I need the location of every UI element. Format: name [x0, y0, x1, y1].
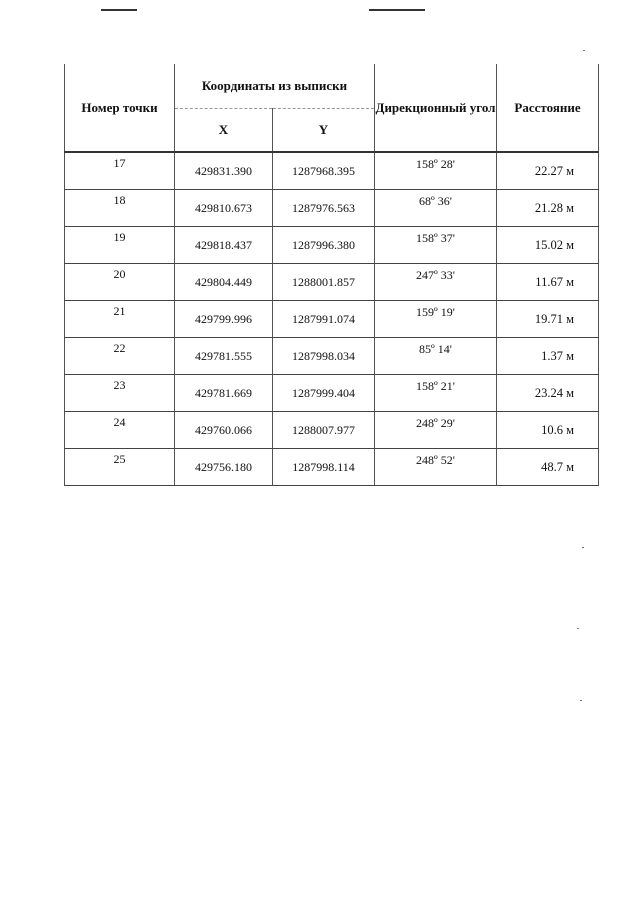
point-number-cell: 22 — [65, 338, 175, 375]
table-row — [65, 375, 599, 412]
header-distance: Расстояние — [497, 64, 599, 152]
point-number-cell: 19 — [65, 227, 175, 264]
table-row — [65, 152, 599, 190]
distance-cell: 22.27 м — [497, 152, 599, 190]
distance-cell: 15.02 м — [497, 227, 599, 264]
table-body — [65, 152, 599, 486]
y-cell: 1288007.977 — [273, 412, 375, 449]
point-number-cell: 23 — [65, 375, 175, 412]
point-number-cell: 25 — [65, 449, 175, 486]
y-cell: 1287999.404 — [273, 375, 375, 412]
distance-cell: 11.67 м — [497, 264, 599, 301]
x-cell: 429818.437 — [175, 227, 273, 264]
angle-cell: 248º 52' — [375, 449, 497, 486]
scan-speck — [580, 700, 582, 701]
x-cell: 429799.996 — [175, 301, 273, 338]
distance-cell: 1.37 м — [497, 338, 599, 375]
distance-cell: 19.71 м — [497, 301, 599, 338]
y-cell: 1287996.380 — [273, 227, 375, 264]
x-cell: 429781.555 — [175, 338, 273, 375]
coordinates-table — [64, 64, 599, 486]
scan-speck — [583, 50, 585, 51]
y-cell: 1287976.563 — [273, 190, 375, 227]
distance-cell: 23.24 м — [497, 375, 599, 412]
distance-cell: 21.28 м — [497, 190, 599, 227]
table-row — [65, 412, 599, 449]
table-row — [65, 338, 599, 375]
scan-mark-right — [369, 9, 425, 11]
point-number-cell: 18 — [65, 190, 175, 227]
angle-cell: 159º 19' — [375, 301, 497, 338]
point-number-cell: 24 — [65, 412, 175, 449]
table-row — [65, 301, 599, 338]
scan-speck — [582, 547, 584, 548]
table-row — [65, 190, 599, 227]
angle-cell: 68º 36' — [375, 190, 497, 227]
y-cell: 1287998.114 — [273, 449, 375, 486]
angle-cell: 158º 28' — [375, 152, 497, 190]
header-coords-group: Координаты из выписки — [175, 64, 375, 109]
x-cell: 429804.449 — [175, 264, 273, 301]
x-cell: 429810.673 — [175, 190, 273, 227]
angle-cell: 247º 33' — [375, 264, 497, 301]
point-number-cell: 21 — [65, 301, 175, 338]
y-cell: 1287968.395 — [273, 152, 375, 190]
point-number-cell: 20 — [65, 264, 175, 301]
header-point-number: Номер точки — [65, 64, 175, 152]
y-cell: 1287998.034 — [273, 338, 375, 375]
table-row — [65, 264, 599, 301]
table-row — [65, 227, 599, 264]
angle-cell: 158º 37' — [375, 227, 497, 264]
scan-mark-left — [101, 9, 137, 11]
x-cell: 429756.180 — [175, 449, 273, 486]
angle-cell: 158º 21' — [375, 375, 497, 412]
angle-cell: 248º 29' — [375, 412, 497, 449]
y-cell: 1287991.074 — [273, 301, 375, 338]
distance-cell: 10.6 м — [497, 412, 599, 449]
x-cell: 429760.066 — [175, 412, 273, 449]
table-row — [65, 449, 599, 486]
point-number-cell: 17 — [65, 152, 175, 190]
header-direction-angle: Дирекционный угол — [375, 64, 497, 152]
scan-speck — [577, 628, 579, 629]
angle-cell: 85º 14' — [375, 338, 497, 375]
header-x: X — [175, 109, 273, 153]
x-cell: 429781.669 — [175, 375, 273, 412]
y-cell: 1288001.857 — [273, 264, 375, 301]
distance-cell: 48.7 м — [497, 449, 599, 486]
x-cell: 429831.390 — [175, 152, 273, 190]
header-y: Y — [273, 109, 375, 153]
